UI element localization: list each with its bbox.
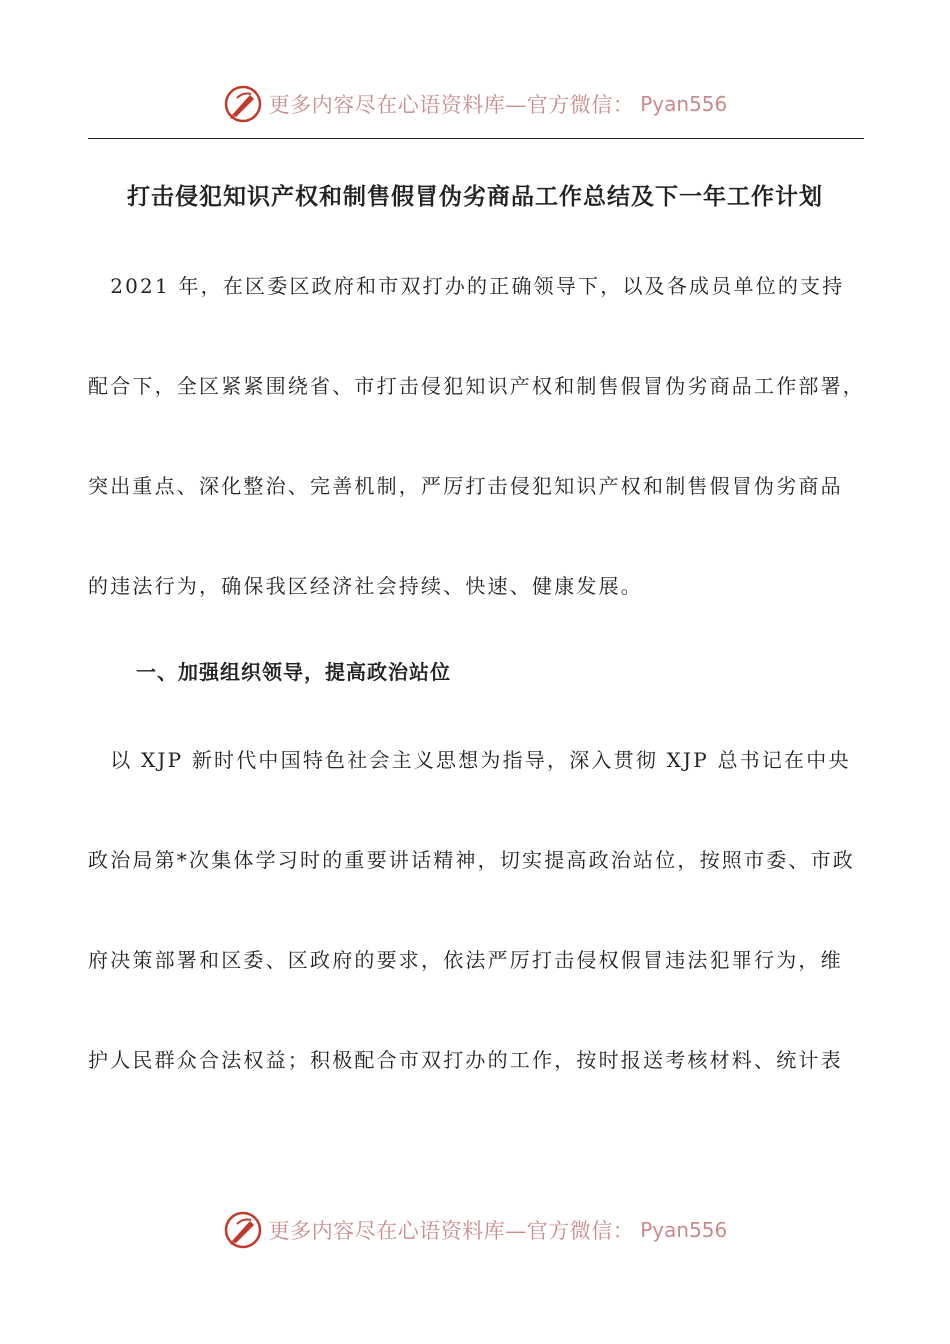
footer-banner-text: 更多内容尽在心语资料库—官方微信： [268,1219,635,1243]
paragraph-2-line-3: 府决策部署和区委、区政府的要求，依法严厉打击侵权假冒违法犯罪行为，维 [88,948,843,972]
pen-logo-icon [223,1210,263,1250]
paragraph-1-line-3: 突出重点、深化整治、完善机制，严厉打击侵犯知识产权和制售假冒伪劣商品 [88,474,843,498]
paragraph-1-line-1: 2021 年，在区委区政府和市双打办的正确领导下，以及各成员单位的支持 [88,274,845,298]
footer-banner-wechat-id: Pyan556 [640,1218,728,1242]
paragraph-2-line-2: 政治局第*次集体学习时的重要讲话精神，切实提高政治站位，按照市委、市政 [88,848,855,872]
pen-logo-icon [223,84,263,124]
document-title: 打击侵犯知识产权和制售假冒伪劣商品工作总结及下一年工作计划 [127,184,823,210]
paragraph-1-line-4: 的违法行为，确保我区经济社会持续、快速、健康发展。 [88,574,643,598]
footer-banner [0,1208,950,1252]
paragraph-2-line-4: 护人民群众合法权益；积极配合市双打办的工作，按时报送考核材料、统计表 [88,1048,843,1072]
section-1-heading: 一、加强组织领导，提高政治站位 [136,660,451,684]
header-banner [0,82,950,126]
header-banner-text: 更多内容尽在心语资料库—官方微信： [268,93,635,117]
paragraph-2-line-1: 以 XJP 新时代中国特色社会主义思想为指导，深入贯彻 XJP 总书记在中央 [88,748,851,772]
paragraph-1-line-2: 配合下，全区紧紧围绕省、市打击侵犯知识产权和制售假冒伪劣商品工作部署， [88,374,865,398]
header-banner-wechat-id: Pyan556 [640,92,728,116]
header-divider [88,138,864,139]
